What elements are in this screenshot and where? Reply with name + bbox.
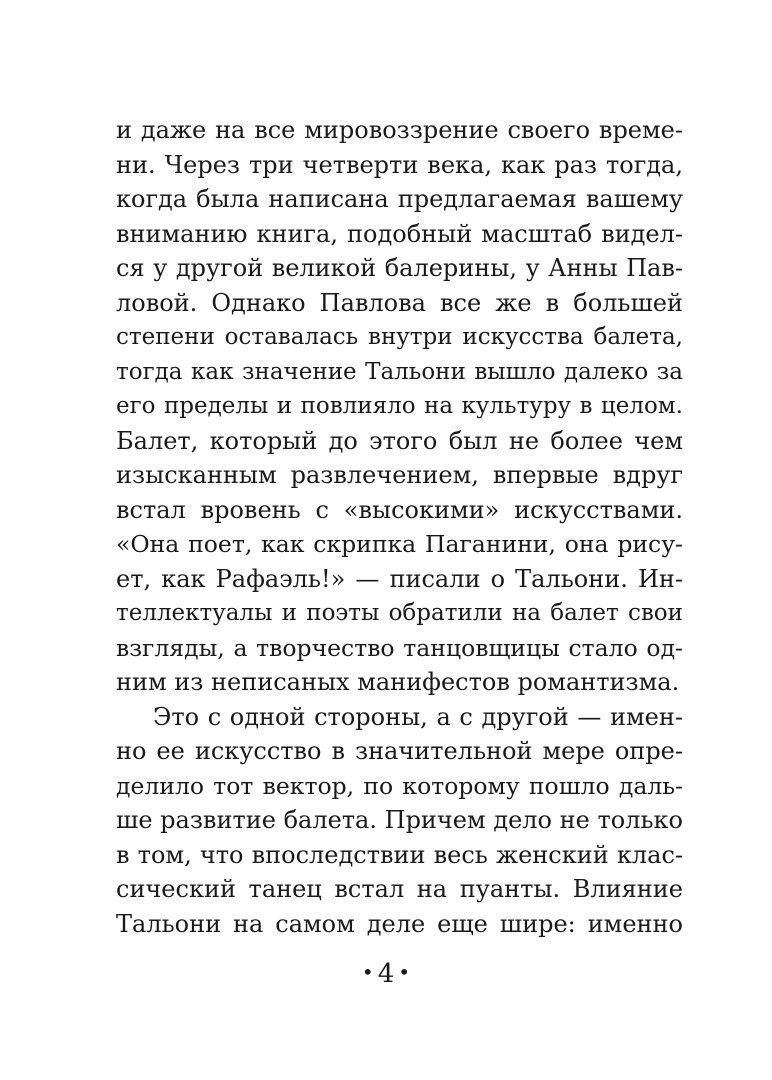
text-line-1: и даже на все мировоззрение своего време- [116,116,683,144]
text-line-14: ет, как Рафаэль!» — писали о Тальони. Ин- [116,564,683,593]
text-line-20: делило тот вектор, по которому пошло даль- [116,771,683,800]
text-line-12: встал вровень с «высокими» искусствами. [116,495,683,524]
text-line-22: в том, что впоследствии весь женский клас- [116,840,683,869]
text-line-11: изысканным развлечением, впервые вдруг [116,461,683,489]
bullet-ornament-right: • [398,960,411,984]
text-line-16: взгляды, а творчество танцовщицы стало од- [116,633,683,662]
text-line-23: сический танец встал на пуанты. Влияние [116,875,683,903]
page-number-footer [0,955,772,991]
text-line-13: «Она поет, как скрипка Паганини, она рису- [116,530,683,558]
text-line-8: тогда как значение Тальони вышло далеко за [116,358,683,385]
page-number: 4 [377,959,395,989]
text-line-6: ловой. Однако Павлова все же в большей [116,288,683,317]
text-line-18: Это с одной стороны, а с другой — имен- [153,702,683,731]
text-line-19: но ее искусство в значительной мере опре- [116,737,683,765]
text-line-7: степени оставалась внутри искусства балета, [116,324,683,350]
text-line-2: ни. Через три четверти века, как раз тогда, [116,150,683,179]
text-line-4: вниманию книга, подобный масштаб видел- [116,219,683,248]
text-line-3: когда была написана предлагаемая вашему [116,185,683,213]
text-line-15: теллектуалы и поэты обратили на балет свои [116,600,683,626]
text-line-5: ся у другой великой балерины, у Анны Пав- [116,254,683,282]
text-line-9: его пределы и повлияло на культуру в целом. [116,393,683,419]
text-line-10: Балет, который до этого был не более чем [116,426,683,455]
body-text [116,113,683,941]
text-line-24: Тальони на самом деле еще шире: именно [116,909,683,938]
text-line-21: ше развитие балета. Причем дело не только [116,806,683,834]
bullet-ornament-left: • [361,960,374,984]
text-line-17: ним из неписаных манифестов романтизма. [116,668,680,696]
